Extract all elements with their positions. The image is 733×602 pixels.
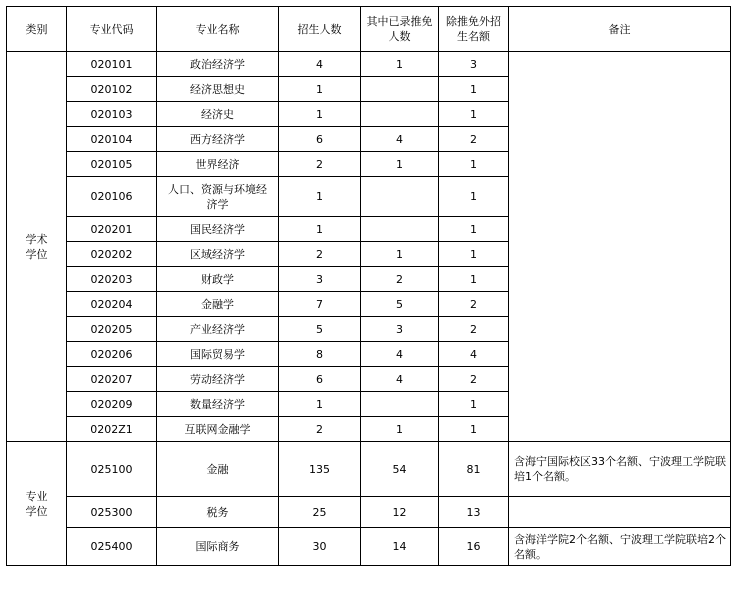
remaining-count: 3 <box>439 52 509 77</box>
major-name: 区域经济学 <box>157 242 279 267</box>
total-count: 3 <box>279 267 361 292</box>
remaining-count: 16 <box>439 528 509 566</box>
major-name: 国际贸易学 <box>157 342 279 367</box>
total-count: 1 <box>279 102 361 127</box>
total-count: 4 <box>279 52 361 77</box>
major-name: 国际商务 <box>157 528 279 566</box>
exempt-count: 1 <box>361 417 439 442</box>
remaining-count: 2 <box>439 292 509 317</box>
total-count: 2 <box>279 417 361 442</box>
remaining-count: 1 <box>439 242 509 267</box>
major-code: 020205 <box>67 317 157 342</box>
total-count: 6 <box>279 367 361 392</box>
remaining-count: 1 <box>439 417 509 442</box>
remaining-count: 1 <box>439 217 509 242</box>
remaining-count: 1 <box>439 392 509 417</box>
exempt-count: 14 <box>361 528 439 566</box>
exempt-count: 5 <box>361 292 439 317</box>
header-exempt: 其中已录推免人数 <box>361 7 439 52</box>
total-count: 1 <box>279 392 361 417</box>
major-code: 020104 <box>67 127 157 152</box>
major-name: 世界经济 <box>157 152 279 177</box>
major-code: 020209 <box>67 392 157 417</box>
exempt-count: 54 <box>361 442 439 497</box>
exempt-count: 1 <box>361 152 439 177</box>
major-code: 020203 <box>67 267 157 292</box>
total-count: 25 <box>279 497 361 528</box>
major-code: 020102 <box>67 77 157 102</box>
remaining-count: 4 <box>439 342 509 367</box>
major-code: 020201 <box>67 217 157 242</box>
major-name: 税务 <box>157 497 279 528</box>
header-category: 类别 <box>7 7 67 52</box>
header-code: 专业代码 <box>67 7 157 52</box>
total-count: 8 <box>279 342 361 367</box>
remaining-count: 2 <box>439 367 509 392</box>
major-code: 020105 <box>67 152 157 177</box>
note-cell <box>509 497 731 528</box>
total-count: 135 <box>279 442 361 497</box>
major-name: 人口、资源与环境经济学 <box>157 177 279 217</box>
total-count: 6 <box>279 127 361 152</box>
major-code: 020202 <box>67 242 157 267</box>
exempt-count <box>361 177 439 217</box>
header-row <box>7 7 731 52</box>
exempt-count: 1 <box>361 52 439 77</box>
remaining-count: 13 <box>439 497 509 528</box>
major-name: 国民经济学 <box>157 217 279 242</box>
total-count: 1 <box>279 217 361 242</box>
exempt-count: 4 <box>361 367 439 392</box>
major-code: 020101 <box>67 52 157 77</box>
remaining-count: 1 <box>439 152 509 177</box>
exempt-count <box>361 217 439 242</box>
exempt-count <box>361 392 439 417</box>
admissions-table <box>6 6 731 566</box>
remaining-count: 1 <box>439 102 509 127</box>
major-code: 020106 <box>67 177 157 217</box>
exempt-count: 4 <box>361 342 439 367</box>
major-name: 经济思想史 <box>157 77 279 102</box>
note-cell: 含海宁国际校区33个名额、宁波理工学院联培1个名额。 <box>509 442 731 497</box>
remaining-count: 1 <box>439 267 509 292</box>
total-count: 1 <box>279 77 361 102</box>
major-name: 劳动经济学 <box>157 367 279 392</box>
major-name: 政治经济学 <box>157 52 279 77</box>
note-academic <box>509 52 731 442</box>
header-total: 招生人数 <box>279 7 361 52</box>
header-remaining: 除推免外招生名额 <box>439 7 509 52</box>
remaining-count: 2 <box>439 317 509 342</box>
note-cell: 含海洋学院2个名额、宁波理工学院联培2个名额。 <box>509 528 731 566</box>
major-code: 020206 <box>67 342 157 367</box>
remaining-count: 1 <box>439 77 509 102</box>
table-row <box>7 52 731 77</box>
major-code: 025100 <box>67 442 157 497</box>
category-academic: 学术学位 <box>7 52 67 442</box>
major-name: 金融学 <box>157 292 279 317</box>
major-name: 西方经济学 <box>157 127 279 152</box>
major-code: 025400 <box>67 528 157 566</box>
total-count: 1 <box>279 177 361 217</box>
table-row <box>7 497 731 528</box>
category-professional: 专业学位 <box>7 442 67 566</box>
major-code: 020204 <box>67 292 157 317</box>
major-code: 025300 <box>67 497 157 528</box>
exempt-count <box>361 77 439 102</box>
exempt-count: 2 <box>361 267 439 292</box>
major-name: 数量经济学 <box>157 392 279 417</box>
major-name: 财政学 <box>157 267 279 292</box>
total-count: 2 <box>279 152 361 177</box>
major-name: 金融 <box>157 442 279 497</box>
major-name: 产业经济学 <box>157 317 279 342</box>
exempt-count <box>361 102 439 127</box>
table-row <box>7 442 731 497</box>
major-name: 互联网金融学 <box>157 417 279 442</box>
remaining-count: 1 <box>439 177 509 217</box>
remaining-count: 2 <box>439 127 509 152</box>
total-count: 5 <box>279 317 361 342</box>
exempt-count: 1 <box>361 242 439 267</box>
major-code: 0202Z1 <box>67 417 157 442</box>
header-note: 备注 <box>509 7 731 52</box>
table-row <box>7 528 731 566</box>
major-code: 020207 <box>67 367 157 392</box>
exempt-count: 12 <box>361 497 439 528</box>
header-name: 专业名称 <box>157 7 279 52</box>
total-count: 30 <box>279 528 361 566</box>
exempt-count: 4 <box>361 127 439 152</box>
remaining-count: 81 <box>439 442 509 497</box>
total-count: 2 <box>279 242 361 267</box>
total-count: 7 <box>279 292 361 317</box>
exempt-count: 3 <box>361 317 439 342</box>
major-name: 经济史 <box>157 102 279 127</box>
major-code: 020103 <box>67 102 157 127</box>
